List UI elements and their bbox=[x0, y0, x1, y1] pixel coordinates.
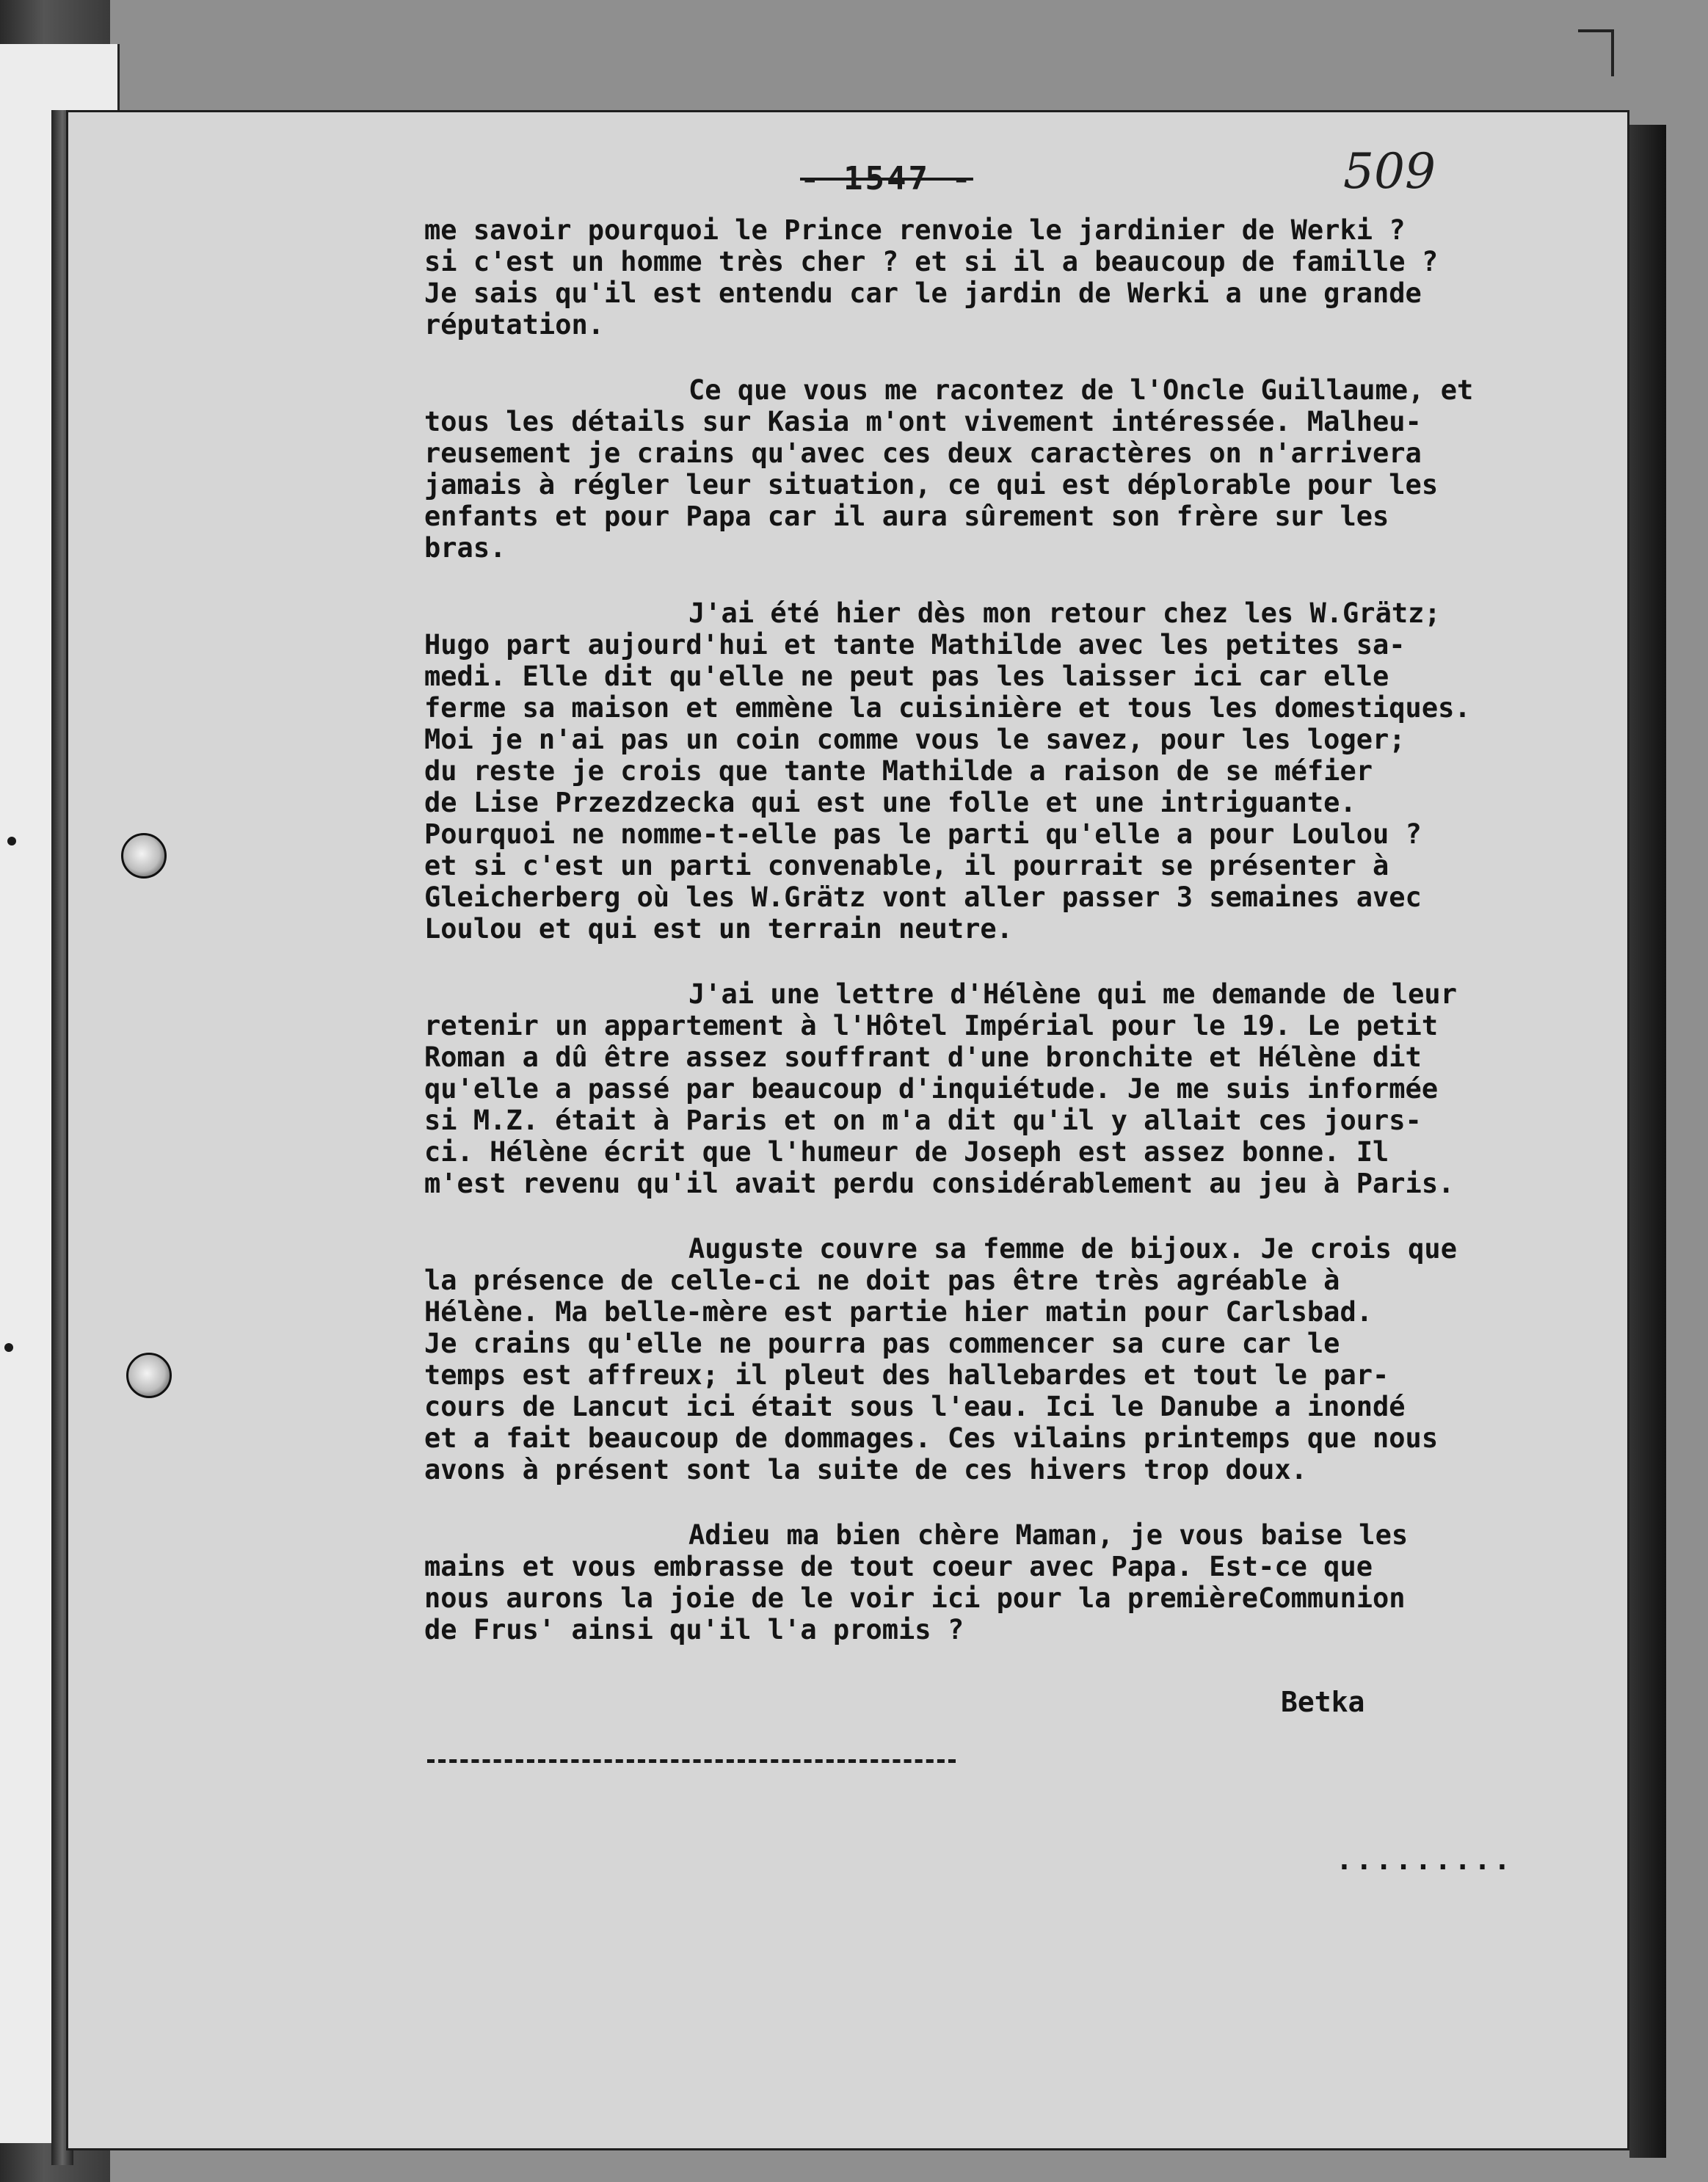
text-line: Pourquoi ne nomme-t-elle pas le parti qu'elle a pour Loulou ? bbox=[424, 818, 1422, 850]
text-line: Ce que vous me racontez de l'Oncle Guillaume, et bbox=[688, 374, 1474, 406]
text-line: si c'est un homme très cher ? et si il a beaucoup de famille ? bbox=[424, 246, 1439, 277]
signature: Betka bbox=[1281, 1686, 1365, 1718]
text-line: me savoir pourquoi le Prince renvoie le jardinier de Werki ? bbox=[424, 214, 1406, 246]
text-line: enfants et pour Papa car il aura sûrement son frère sur les bbox=[424, 501, 1389, 532]
text-line: retenir un appartement à l'Hôtel Impérial pour le 19. Le petit bbox=[424, 1010, 1439, 1041]
text-line: J'ai une lettre d'Hélène qui me demande de leur bbox=[688, 978, 1457, 1010]
text-line: J'ai été hier dès mon retour chez les W.Grätz; bbox=[688, 597, 1441, 629]
separator-rule bbox=[427, 1759, 956, 1763]
punch-hole-top bbox=[121, 833, 167, 879]
text-line: bras. bbox=[424, 532, 506, 564]
text-line: de Lise Przezdzecka qui est une folle et une intriguante. bbox=[424, 787, 1356, 818]
letter-paragraph bbox=[424, 374, 1628, 564]
text-line: qu'elle a passé par beaucoup d'inquiétude. Je me suis informée bbox=[424, 1073, 1439, 1105]
text-line: nous aurons la joie de le voir ici pour la premièreCommunion bbox=[424, 1582, 1406, 1614]
text-line: Hélène. Ma belle-mère est partie hier matin pour Carlsbad. bbox=[424, 1296, 1373, 1328]
text-line: jamais à régler leur situation, ce qui est déplorable pour les bbox=[424, 469, 1439, 501]
text-line: mains et vous embrasse de tout coeur avec Papa. Est-ce que bbox=[424, 1551, 1373, 1582]
text-line: reusement je crains qu'avec ces deux caractères on n'arrivera bbox=[424, 437, 1422, 469]
page-edge-shadow bbox=[1629, 125, 1666, 2158]
ink-smudge bbox=[4, 1343, 13, 1352]
trailing-dots: ......... bbox=[1336, 1844, 1513, 1876]
text-line: Gleicherberg où les W.Grätz vont aller passer 3 semaines avec bbox=[424, 881, 1422, 913]
text-line: medi. Elle dit qu'elle ne peut pas les laisser ici car elle bbox=[424, 661, 1389, 692]
text-line: Adieu ma bien chère Maman, je vous baise les bbox=[688, 1519, 1409, 1551]
text-line: temps est affreux; il pleut des hallebardes et tout le par- bbox=[424, 1359, 1389, 1391]
text-line: m'est revenu qu'il avait perdu considérablement au jeu à Paris. bbox=[424, 1168, 1455, 1199]
letter-body bbox=[424, 214, 1628, 1679]
text-line: Roman a dû être assez souffrant d'une bronchite et Hélène dit bbox=[424, 1041, 1422, 1073]
text-line: si M.Z. était à Paris et on m'a dit qu'il y allait ces jours- bbox=[424, 1105, 1422, 1136]
text-line: Hugo part aujourd'hui et tante Mathilde avec les petites sa- bbox=[424, 629, 1406, 661]
page-number: - 1547 - bbox=[800, 160, 973, 197]
text-line: du reste je crois que tante Mathilde a raison de se méfier bbox=[424, 755, 1373, 787]
text-line: Moi je n'ai pas un coin comme vous le savez, pour les loger; bbox=[424, 724, 1406, 755]
text-line: et si c'est un parti convenable, il pourrait se présenter à bbox=[424, 850, 1389, 881]
text-line: Loulou et qui est un terrain neutre. bbox=[424, 913, 1013, 945]
ink-smudge bbox=[7, 837, 16, 845]
text-line: cours de Lancut ici était sous l'eau. Ici le Danube a inondé bbox=[424, 1391, 1406, 1422]
letter-paragraph bbox=[424, 597, 1628, 945]
text-line: Auguste couvre sa femme de bijoux. Je crois que bbox=[688, 1233, 1457, 1265]
text-line: réputation. bbox=[424, 309, 605, 341]
text-line: Je crains qu'elle ne pourra pas commencer sa cure car le bbox=[424, 1328, 1340, 1359]
text-line: et a fait beaucoup de dommages. Ces vilains printemps que nous bbox=[424, 1422, 1439, 1454]
text-line: ci. Hélène écrit que l'humeur de Joseph est assez bonne. Il bbox=[424, 1136, 1389, 1168]
letter-paragraph bbox=[424, 978, 1628, 1199]
text-line: tous les détails sur Kasia m'ont vivement intéressée. Malheu- bbox=[424, 406, 1422, 437]
text-line: de Frus' ainsi qu'il l'a promis ? bbox=[424, 1614, 964, 1645]
text-line: Je sais qu'il est entendu car le jardin de Werki a une grande bbox=[424, 277, 1422, 309]
corner-crop-mark bbox=[1578, 29, 1614, 76]
letter-paragraph bbox=[424, 1233, 1628, 1485]
text-line: la présence de celle-ci ne doit pas être très agréable à bbox=[424, 1265, 1340, 1296]
text-line: ferme sa maison et emmène la cuisinière et tous les domestiques. bbox=[424, 692, 1471, 724]
folio-number: 509 bbox=[1343, 143, 1436, 200]
text-line: avons à présent sont la suite de ces hivers trop doux. bbox=[424, 1454, 1307, 1485]
letter-paragraph bbox=[424, 214, 1628, 341]
letter-paragraph bbox=[424, 1519, 1628, 1645]
punch-hole-bottom bbox=[126, 1353, 172, 1398]
